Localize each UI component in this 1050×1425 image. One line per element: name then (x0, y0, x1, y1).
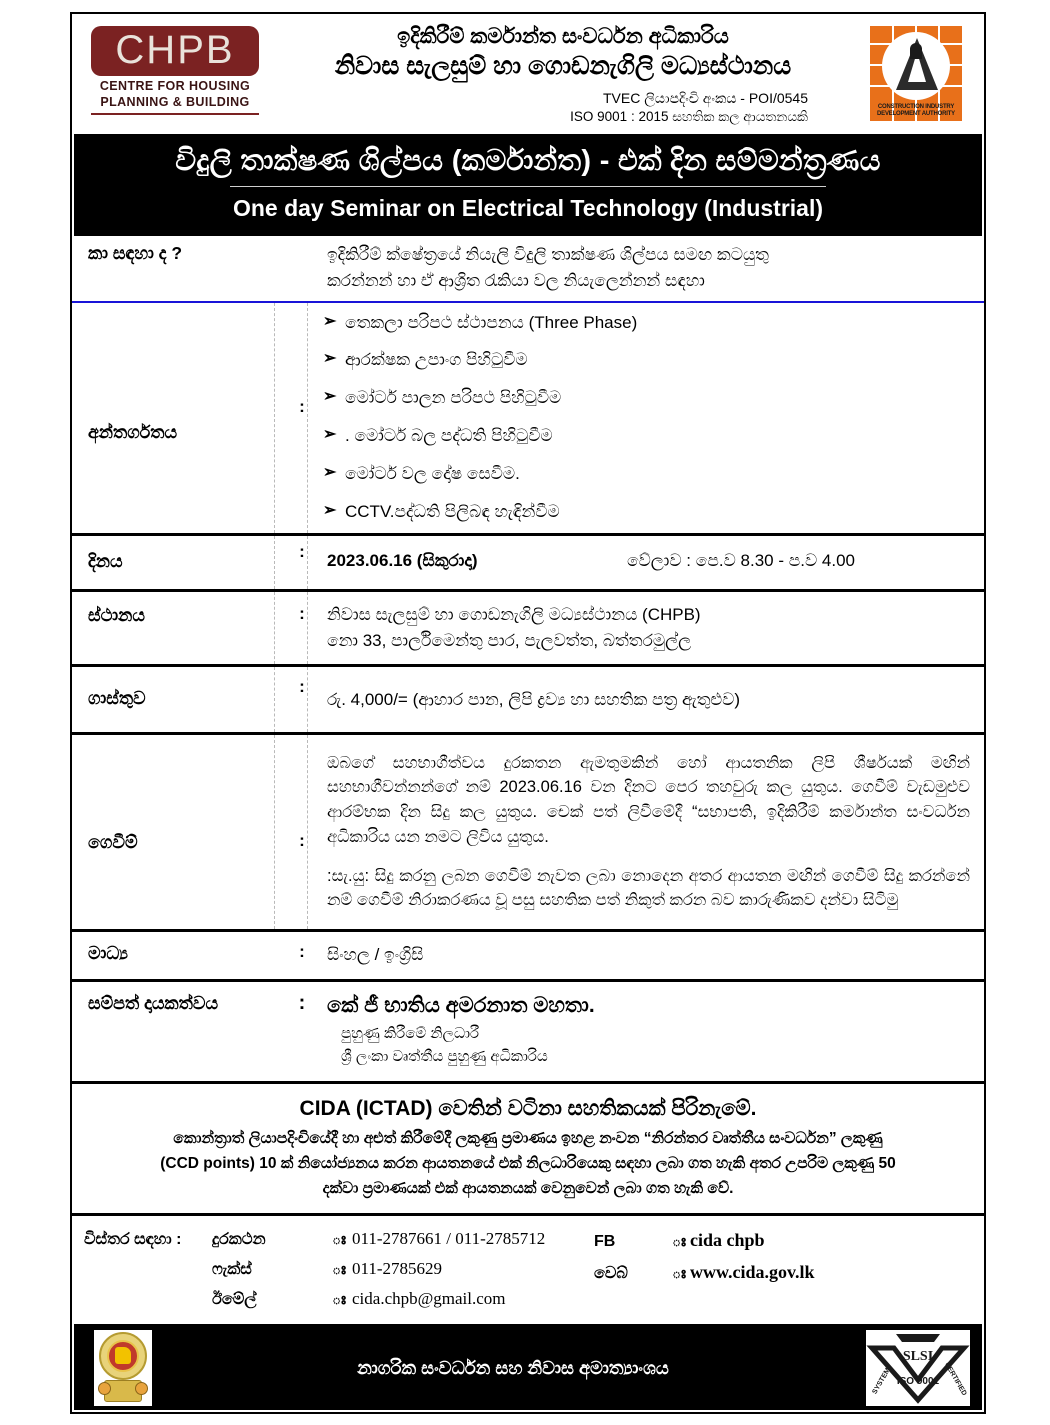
flyer-frame (70, 12, 986, 1414)
table-row-date (72, 535, 984, 590)
date-colon: : (299, 542, 305, 562)
emblem-lion-icon (115, 1347, 131, 1364)
column-guide-line (274, 735, 275, 930)
resource-person-designation-line2: ශ්‍රී ලංකා වෘත්තීය පුහුණු අධිකාරිය (341, 1048, 548, 1066)
arrow-bullet-icon: ➢ (323, 388, 337, 406)
website-label: වෙබ් (594, 1264, 628, 1282)
list-item (323, 386, 980, 410)
chpb-subtitle (91, 79, 259, 110)
organization-name-line1: ඉදිකිරීම් කර්මාන්ත සංවර්ධන අධිකාරිය (397, 25, 729, 48)
table-row-medium (72, 931, 984, 980)
fee-value: රු. 4,000/= (ආහාර පාන, ලිපි ද්‍රව්‍ය හා සහතික පත්‍ර ඇතුළුව) (327, 690, 740, 710)
payment-label: ගෙවීම් (88, 831, 138, 852)
chpb-acronym: CHPB (115, 28, 235, 72)
contact-right-column (594, 1224, 972, 1314)
list-item-label: තෙකලා පරිපථ ස්ථාපනය (Three Phase) (345, 312, 638, 332)
contact-row-email (84, 1284, 594, 1314)
seminar-title-sinhala: විදුලි තාක්ෂණ ශිල්පය (කර්මාන්ත) - එක් දින සම්මන්ත්‍රණය (175, 144, 881, 177)
column-guide-line (274, 303, 275, 534)
slsi-label: SLSI (902, 1349, 934, 1365)
payment-paragraph-1: ඔබගේ සහභාගීත්වය දුරකතන ඇමතුමකින් හෝ ආයතනික ලිපි ශීර්ෂයක් මඟින් සහභාගීවන්නන්ගේ නම් 2023.06.16 වන දිනට පෙර තහවුරු කල යුතුය. ගෙවීම් වැඩමුළුව ආරම්භක දින සිදු කල යුතුය. චෙක් පත් ලිවීමේදී “සභාපති, ඉදිකිරීම් කර්මාන්ත සංවර්ධන අධිකාරිය යන නමට ලිවිය යුතුය. (327, 753, 970, 846)
slsi-iso-logo (866, 1330, 970, 1406)
facebook-colon: ః (672, 1233, 686, 1251)
email-colon: ః (332, 1291, 346, 1309)
contents-bullet-list (323, 309, 980, 528)
chpb-subtitle-line1: CENTRE FOR HOUSING (99, 79, 251, 93)
document-footer (74, 1324, 982, 1410)
medium-value-cell (319, 931, 984, 980)
header-org-text (270, 20, 856, 126)
contact-lead-label (84, 1226, 212, 1254)
fax-label: ෆැක්ස් (212, 1261, 252, 1279)
chpb-subtitle-line2: PLANNING & BUILDING (100, 94, 250, 109)
emblem-pot-right (135, 1382, 148, 1395)
list-item (323, 311, 980, 335)
contents-value-cell (319, 302, 984, 535)
list-item-label: මෝටර් වල දෝෂ සෙවීම. (345, 463, 520, 483)
resource-person-designation-line1: පුහුණු කිරීමේ නිලධාරී (341, 1025, 480, 1043)
date-colon-cell (285, 535, 319, 590)
cida-caption-line1: CONSTRUCTION INDUSTRY (877, 104, 955, 111)
medium-label: මාධ්‍ය (88, 943, 129, 964)
audience-value-line2: කරන්නන් හා ඒ ආශ්‍රිත රැකියා වල නියැලෙන්නන් සඳහා (327, 271, 705, 291)
contact-row-fax (84, 1254, 594, 1284)
email-value[interactable]: cida.chpb@gmail.com (352, 1289, 506, 1309)
fee-value-cell (319, 666, 984, 733)
audience-value-line1: ඉදිකිරීම් ක්ෂේත්‍රයේ නියැලි විදුලි තාක්ෂණ ශිල්පය සමඟ කටයුතු (327, 244, 769, 264)
arrow-bullet-icon: ➢ (323, 350, 337, 368)
payment-colon-cell (285, 733, 319, 931)
facebook-label: FB (594, 1233, 616, 1251)
venue-value-line2: නො 33, පාර්ලිමෙන්තු පාර, පැලවත්ත, බත්තරමුල්ල (327, 631, 692, 651)
phone-colon: ః (332, 1231, 346, 1249)
venue-label-cell (72, 590, 285, 666)
venue-label: ස්ථානය (88, 604, 145, 625)
payment-value-cell (319, 733, 984, 931)
fee-colon-cell (285, 666, 319, 733)
venue-colon-cell (285, 590, 319, 666)
certificate-body-line3: දක්වා ප්‍රමාණයක් එක් ආයතනයක් වෙනුවෙන් ලබා ගත හැකි වේ. (322, 1179, 734, 1197)
fax-colon: ః (332, 1261, 346, 1279)
list-item-label: ආරක්ෂක උපාංග පිහිටුවීම (345, 350, 528, 370)
contact-lead-text: විස්තර සඳහා (84, 1231, 172, 1249)
date-value: 2023.06.16 (සිකුරාදා) (327, 551, 478, 571)
list-item-label: CCTV.පද්ධති පිලිබඳ හැඳින්වීම (345, 501, 560, 521)
table-row-resource-person (72, 980, 984, 1081)
arrow-bullet-icon: ➢ (323, 312, 337, 330)
chpb-logo-box (91, 26, 259, 76)
payment-paragraph-2: :සැ.යු: සිදු කරනු ලබන ගෙවීම් නැවත ලබා නොදෙන අතර ආයතන මඟින් ගෙවීම් සිදු කරන්නේ නම් ගෙවීම් නිරාකරණය වූ පසු සහතික පත් නිකුත් කරන බව කාරුණිකව දන්වා සිටිමු (327, 866, 970, 910)
time-group (627, 548, 980, 574)
contents-label-cell (72, 302, 285, 535)
medium-label-cell (72, 931, 285, 980)
column-guide-line (307, 735, 308, 930)
date-value-cell (319, 535, 984, 590)
certificate-block (72, 1081, 984, 1214)
iso-certification-note: ISO 9001 : 2015 සහතික කල ආයතනයකි (570, 108, 808, 124)
time-label: වේලාව : (627, 551, 692, 571)
contact-grid (84, 1224, 972, 1314)
certificate-body-line2: (CCD points) 10 ක් නියෝජ්‍යනය කරන ආයතනයේ එක් නිලධාරියෙකු සඳහා ලබා ගත හැකි අතර උපරිම ලකුණු 50 (160, 1154, 896, 1172)
table-row-fee (72, 666, 984, 733)
slsi-logo-graphic (866, 1330, 970, 1406)
payment-text-block (323, 741, 980, 924)
resource-colon-cell (285, 980, 319, 1081)
contact-block (72, 1213, 984, 1324)
table-row-contents (72, 302, 984, 535)
column-guide-line (307, 536, 308, 588)
contents-colon: : (299, 396, 305, 416)
header-right-logo-area (856, 20, 976, 126)
date-label-cell (72, 535, 285, 590)
list-item (323, 462, 980, 486)
resource-person-name: කේ ජී භාතිය අමරනාත මහතා. (327, 993, 595, 1017)
certificate-body-line1: කොන්ත්‍රාත් ලියාපදිංචියේදී හා අළුත් කිරීමේදී ලකුණු ප්‍රමාණය ඉහළ නංවන “නිරන්තර වෘත්තීය සංවර්ධන” ලකුණු (173, 1130, 883, 1148)
contents-colon-cell (285, 302, 319, 535)
payment-label-cell (72, 733, 285, 931)
seminar-title-bar (74, 134, 982, 236)
date-time-row (323, 542, 980, 582)
contact-row-phone (84, 1224, 594, 1254)
slsi-iso-label: ISO 9001 (896, 1376, 940, 1388)
certificate-heading: CIDA (ICTAD) වෙතින් වටිනා සහතිකයක් පිරිනැමේ. (299, 1096, 757, 1120)
date-label: දිනය (88, 551, 123, 572)
organization-name-line2: නිවාස සැලසුම් හා ගොඩනැගිලි මධ්‍යස්ථානය (334, 52, 792, 81)
venue-colon: : (299, 603, 305, 623)
contact-lead-colon: : (176, 1231, 182, 1249)
venue-value-line1: නිවාස සැලසුම් හා ගොඩනැගිලි මධ්‍යස්ථානය (CHPB) (327, 604, 701, 624)
list-item (323, 424, 980, 448)
resource-colon: : (298, 991, 306, 1014)
resource-label: සම්පත් දායකත්වය (88, 992, 219, 1013)
arrow-bullet-icon: ➢ (323, 425, 337, 443)
document-header (72, 14, 984, 130)
sri-lanka-emblem-icon (94, 1330, 152, 1406)
table-row-venue (72, 590, 984, 666)
seminar-details-table (72, 236, 984, 1081)
column-guide-line (307, 303, 308, 534)
venue-value-cell (319, 590, 984, 666)
list-item-label: මෝටර් පාලන පරිපථ පිහිටුවීම (345, 388, 562, 408)
time-value: පෙ.ව 8.30 - ප.ව 4.00 (695, 551, 855, 571)
arrow-bullet-icon: ➢ (323, 463, 337, 481)
contact-row-facebook (594, 1225, 972, 1257)
footer-left-logo-area (80, 1330, 166, 1406)
audience-label-cell (72, 236, 285, 302)
cida-logo (870, 26, 962, 121)
title-divider-rule (230, 186, 826, 187)
ministry-name: නාගරික සංවර්ධන සහ නිවාස අමාත්‍යාංශය (357, 1357, 669, 1378)
column-guide-line (274, 667, 275, 731)
contact-left-column (84, 1224, 594, 1314)
cida-logo-cap (910, 43, 922, 59)
cida-caption-line2: DEVELOPMENT AUTHORITY (877, 111, 955, 118)
medium-colon-cell (285, 931, 319, 980)
facebook-value[interactable]: cida chpb (690, 1230, 765, 1251)
audience-label: කා සඳහා ද ? (88, 242, 183, 263)
tvec-registration-number: TVEC ලියාපදිංචි අංකය - POI/0545 (603, 89, 808, 106)
contents-label: අන්තර්ගතය (88, 421, 178, 442)
column-guide-line (307, 667, 308, 731)
chpb-underline-rule (91, 113, 259, 115)
slsi-system-label: SYSTEM (871, 1367, 892, 1396)
footer-right-logo-area (860, 1330, 976, 1406)
payment-colon: : (299, 830, 305, 850)
phone-label: දුරකථන (212, 1231, 266, 1249)
fee-label-cell (72, 666, 285, 733)
arrow-bullet-icon: ➢ (323, 501, 337, 519)
contact-row-website (594, 1257, 972, 1289)
phone-value[interactable]: 011-2787661 / 011-2785712 (352, 1229, 546, 1249)
resource-label-cell (72, 980, 285, 1081)
list-item (323, 348, 980, 372)
medium-colon: : (299, 942, 305, 962)
list-item-label: . මෝටර් බල පද්ධති පිහිටුවීම (345, 425, 553, 445)
fax-value[interactable]: 011-2785629 (352, 1259, 443, 1279)
fee-colon: : (299, 677, 305, 697)
resource-value-cell (319, 980, 984, 1081)
table-row-payment (72, 733, 984, 931)
medium-value: සිංහල / ඉංග්‍රිසි (327, 945, 424, 965)
table-row-audience (72, 236, 984, 302)
website-value[interactable]: www.cida.gov.lk (690, 1261, 815, 1282)
seminar-title-english: One day Seminar on Electrical Technology (Industrial) (232, 195, 824, 221)
header-left-logo-area (80, 20, 270, 126)
website-colon: ః (672, 1264, 686, 1282)
list-item (323, 500, 980, 524)
slsi-certified-label: CERTIFIED (943, 1361, 968, 1398)
email-label: ඊමේල් (212, 1291, 257, 1309)
fee-label: ගාස්තුව (88, 688, 146, 709)
column-guide-line (274, 592, 275, 665)
audience-colon-cell (285, 236, 319, 302)
cida-logo-caption (870, 104, 962, 118)
chpb-logo (91, 26, 259, 115)
column-guide-line (307, 592, 308, 665)
audience-value-cell (319, 236, 984, 302)
column-guide-line (274, 536, 275, 588)
